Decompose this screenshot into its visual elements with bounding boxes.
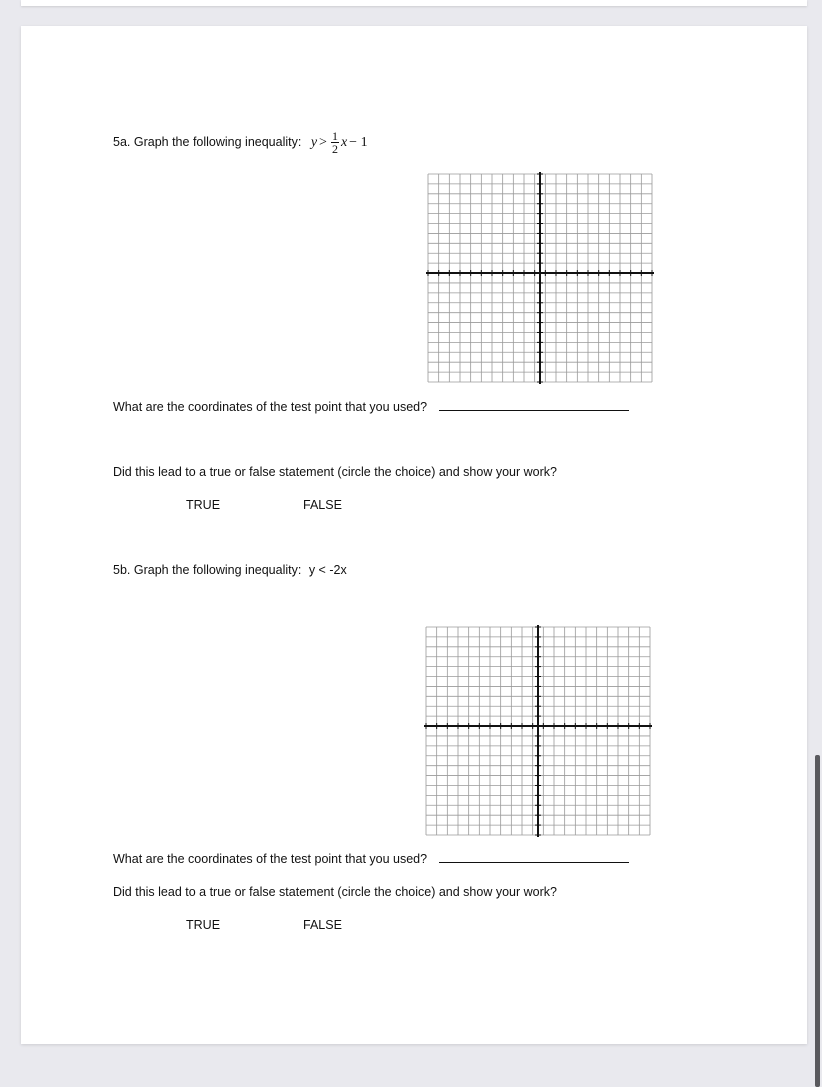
worksheet-page xyxy=(21,26,807,1044)
problem-5b-heading xyxy=(113,563,347,577)
coordinate-grid-5a[interactable] xyxy=(426,172,656,384)
choice-false[interactable]: FALSE xyxy=(303,498,342,512)
problem-5a-coords-question: What are the coordinates of the test point that you used? xyxy=(113,400,629,414)
problem-5a-label: 5a. xyxy=(113,134,131,149)
fraction: $\frac{1}{2}$ xyxy=(331,129,338,156)
problem-5a-truth-question: Did this lead to a true or false statement (circle the choice) and show your work? xyxy=(113,465,557,479)
coordinate-grid-5b[interactable] xyxy=(424,625,654,837)
problem-5b-inequality: y < -2x xyxy=(308,563,347,577)
choice-false[interactable]: FALSE xyxy=(303,918,342,932)
answer-blank[interactable] xyxy=(439,862,629,863)
problem-5b-prompt: Graph the following inequality: xyxy=(133,563,302,577)
previous-page-edge xyxy=(21,0,807,6)
problem-5a-prompt: Graph the following inequality: xyxy=(133,134,302,149)
scrollbar-thumb[interactable] xyxy=(815,755,820,1087)
problem-5b-label: 5b. xyxy=(113,563,131,577)
problem-5a-inequality: y > $\frac{1}{2}$ x − 1 xyxy=(310,129,368,156)
choice-true[interactable]: TRUE xyxy=(186,918,221,932)
answer-blank[interactable] xyxy=(439,410,629,411)
choice-true[interactable]: TRUE xyxy=(186,498,221,512)
problem-5b-coords-question: What are the coordinates of the test point that you used? xyxy=(113,852,629,866)
problem-5b-truth-question: Did this lead to a true or false statement (circle the choice) and show your work? xyxy=(113,885,557,899)
problem-5a-heading xyxy=(113,130,368,155)
